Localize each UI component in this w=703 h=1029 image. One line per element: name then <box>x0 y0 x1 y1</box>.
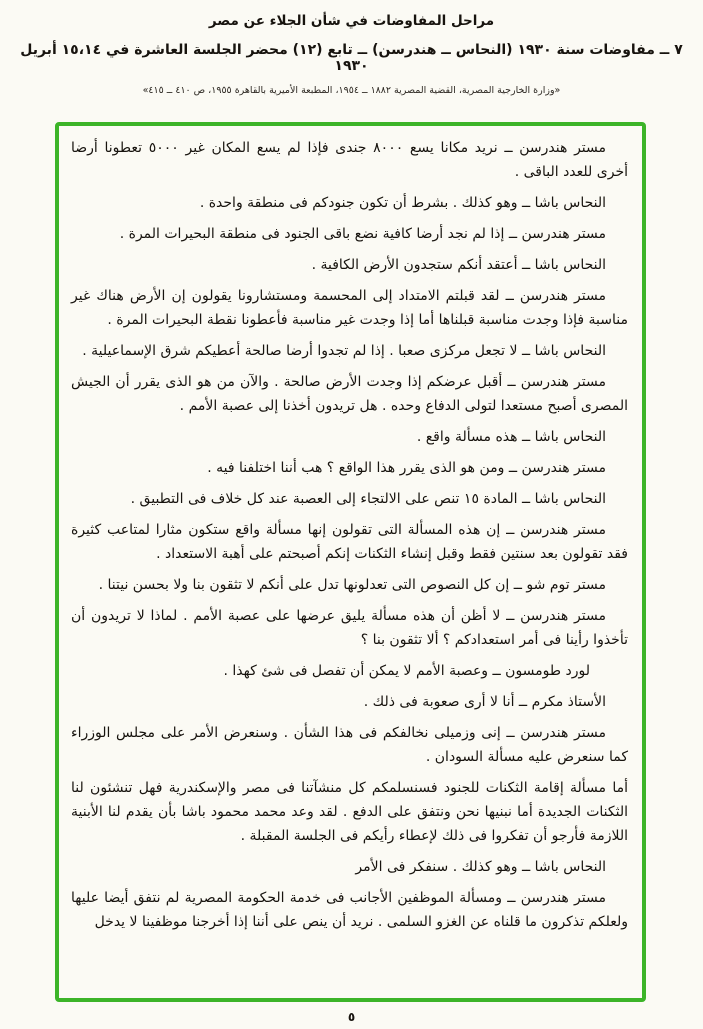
dialogue-paragraph: مستر هندرسن ــ نريد مكانا يسع ٨٠٠٠ جندى فإذا لم يسع المكان غير ٥٠٠٠ تعطونا أرضا أخرى للعدد الباقى . <box>71 140 628 180</box>
dialogue-paragraph: النحاس باشا ــ وهو كذلك . سنفكر فى الأمر <box>355 859 606 875</box>
dialogue-paragraph: مستر هندرسن ــ ومسألة الموظفين الأجانب فى خدمة الحكومة المصرية لم نتفق أيضا عليها ولعلكم تذكرون ما قلناه عن الغزو السلمى . نريد أن ينص على أننا إذا أخرجنا موظفينا لا يدخل <box>71 890 628 930</box>
dialogue-paragraph: مستر هندرسن ــ ومن هو الذى يقرر هذا الواقع ؟ هب أننا اختلفنا فيه . <box>207 460 606 476</box>
dialogue-paragraph: النحاس باشا ــ وهو كذلك . بشرط أن تكون جنودكم فى منطقة واحدة . <box>199 195 606 211</box>
dialogue-paragraph: مستر هندرسن ــ إذا لم نجد أرضا كافية نضع باقى الجنود فى منطقة البحيرات المرة . <box>119 226 606 242</box>
dialogue-paragraph: الأستاذ مكرم ــ أنا لا أرى صعوبة فى ذلك . <box>363 694 606 710</box>
dialogue-paragraph: النحاس باشا ــ أعتقد أنكم ستجدون الأرض الكافية . <box>311 257 606 273</box>
document-source-citation: «وزارة الخارجية المصرية، القضية المصرية ١٨٨٢ ــ ١٩٥٤، المطبعة الأميرية بالقاهرة ١٩٥٥، ص ٤١٠ ــ ٤١٥» <box>142 85 561 96</box>
dialogue-paragraph: مستر هندرسن ــ أقبل عرضكم إذا وجدت الأرض صالحة . والآن من هو الذى يقرر أن الجيش المصرى أصبح مستعدا لتولى الدفاع وحده . هل تريدون أخذنا إلى عصبة الأمم . <box>71 374 628 414</box>
dialogue-paragraph: مستر هندرسن ــ إن هذه المسألة التى تقولون إنها مسألة واقع ستكون مثارا لمتاعب كثيرة فقد تقولون بعد سنتين فقط وقبل إنشاء الثكنات إنكم أصبحتم على أهبة الاستعداد . <box>71 522 628 562</box>
dialogue-paragraph: لورد طومسون ــ وعصبة الأمم لا يمكن أن تفصل فى شئ كهذا . <box>223 663 590 679</box>
dialogue-paragraph: النحاس باشا ــ هذه مسألة واقع . <box>416 429 606 445</box>
dialogue-paragraph: النحاس باشا ــ لا تجعل مركزى صعبا . إذا لم تجدوا أرضا صالحة أعطيكم شرق الإسماعيلية . <box>82 343 606 359</box>
minutes-text-box <box>55 122 646 1002</box>
document-title: مراحل المفاوضات في شأن الجلاء عن مصر <box>208 13 495 29</box>
document-header <box>0 0 703 96</box>
dialogue-paragraph: مستر هندرسن ــ لا أظن أن هذه مسألة يليق عرضها على عصبة الأمم . لماذا لا تريدون أن تأخذوا رأينا فى أمر استعدادكم ؟ ألا تثقون بنا ؟ <box>71 608 628 648</box>
dialogue-paragraph: مستر توم شو ــ إن كل النصوص التى تعدلونها تدل على أنكم لا تثقون بنا ولا بحسن نيتنا . <box>98 577 606 593</box>
dialogue-paragraph: مستر هندرسن ــ لقد قبلتم الامتداد إلى المحسمة ومستشارونا يقولون إن الأرض هناك غير مناسبة فإذا وجدت مناسبة قبلناها أما إذا وجدت غير مناسبة فأعطونا نقطة البحيرات المرة . <box>71 288 628 328</box>
dialogue-paragraph: مستر هندرسن ــ إنى وزميلى نخالفكم فى هذا الشأن . وسنعرض الأمر على مجلس الوزراء كما سنعرض عليه مسألة السودان . <box>71 725 628 765</box>
dialogue-paragraph: أما مسألة إقامة الثكنات للجنود فسنسلمكم كل منشآتنا فى مصر والإسكندرية فهل تنشئون لنا الثكنات الجديدة أما نبنيها نحن ونتفق على الدفع . لقد وعد محمد محمود باشا بأن يقدم لنا الأبنية اللازمة فأرجو أن تفكروا فى ذلك لإعطاء رأيكم فى الجلسة المقبلة . <box>71 780 628 844</box>
dialogue-paragraph: النحاس باشا ــ المادة ١٥ تنص على الالتجاء إلى العصبة عند كل خلاف فى التطبيق . <box>130 491 606 507</box>
document-subtitle: ٧ ــ مفاوضات سنة ١٩٣٠ (النحاس ــ هندرسن) ــ تابع (١٢) محضر الجلسة العاشرة في ١٥،١٤ أبريل ١٩٣٠ <box>20 42 683 74</box>
page-number: ٥ <box>347 1010 356 1024</box>
